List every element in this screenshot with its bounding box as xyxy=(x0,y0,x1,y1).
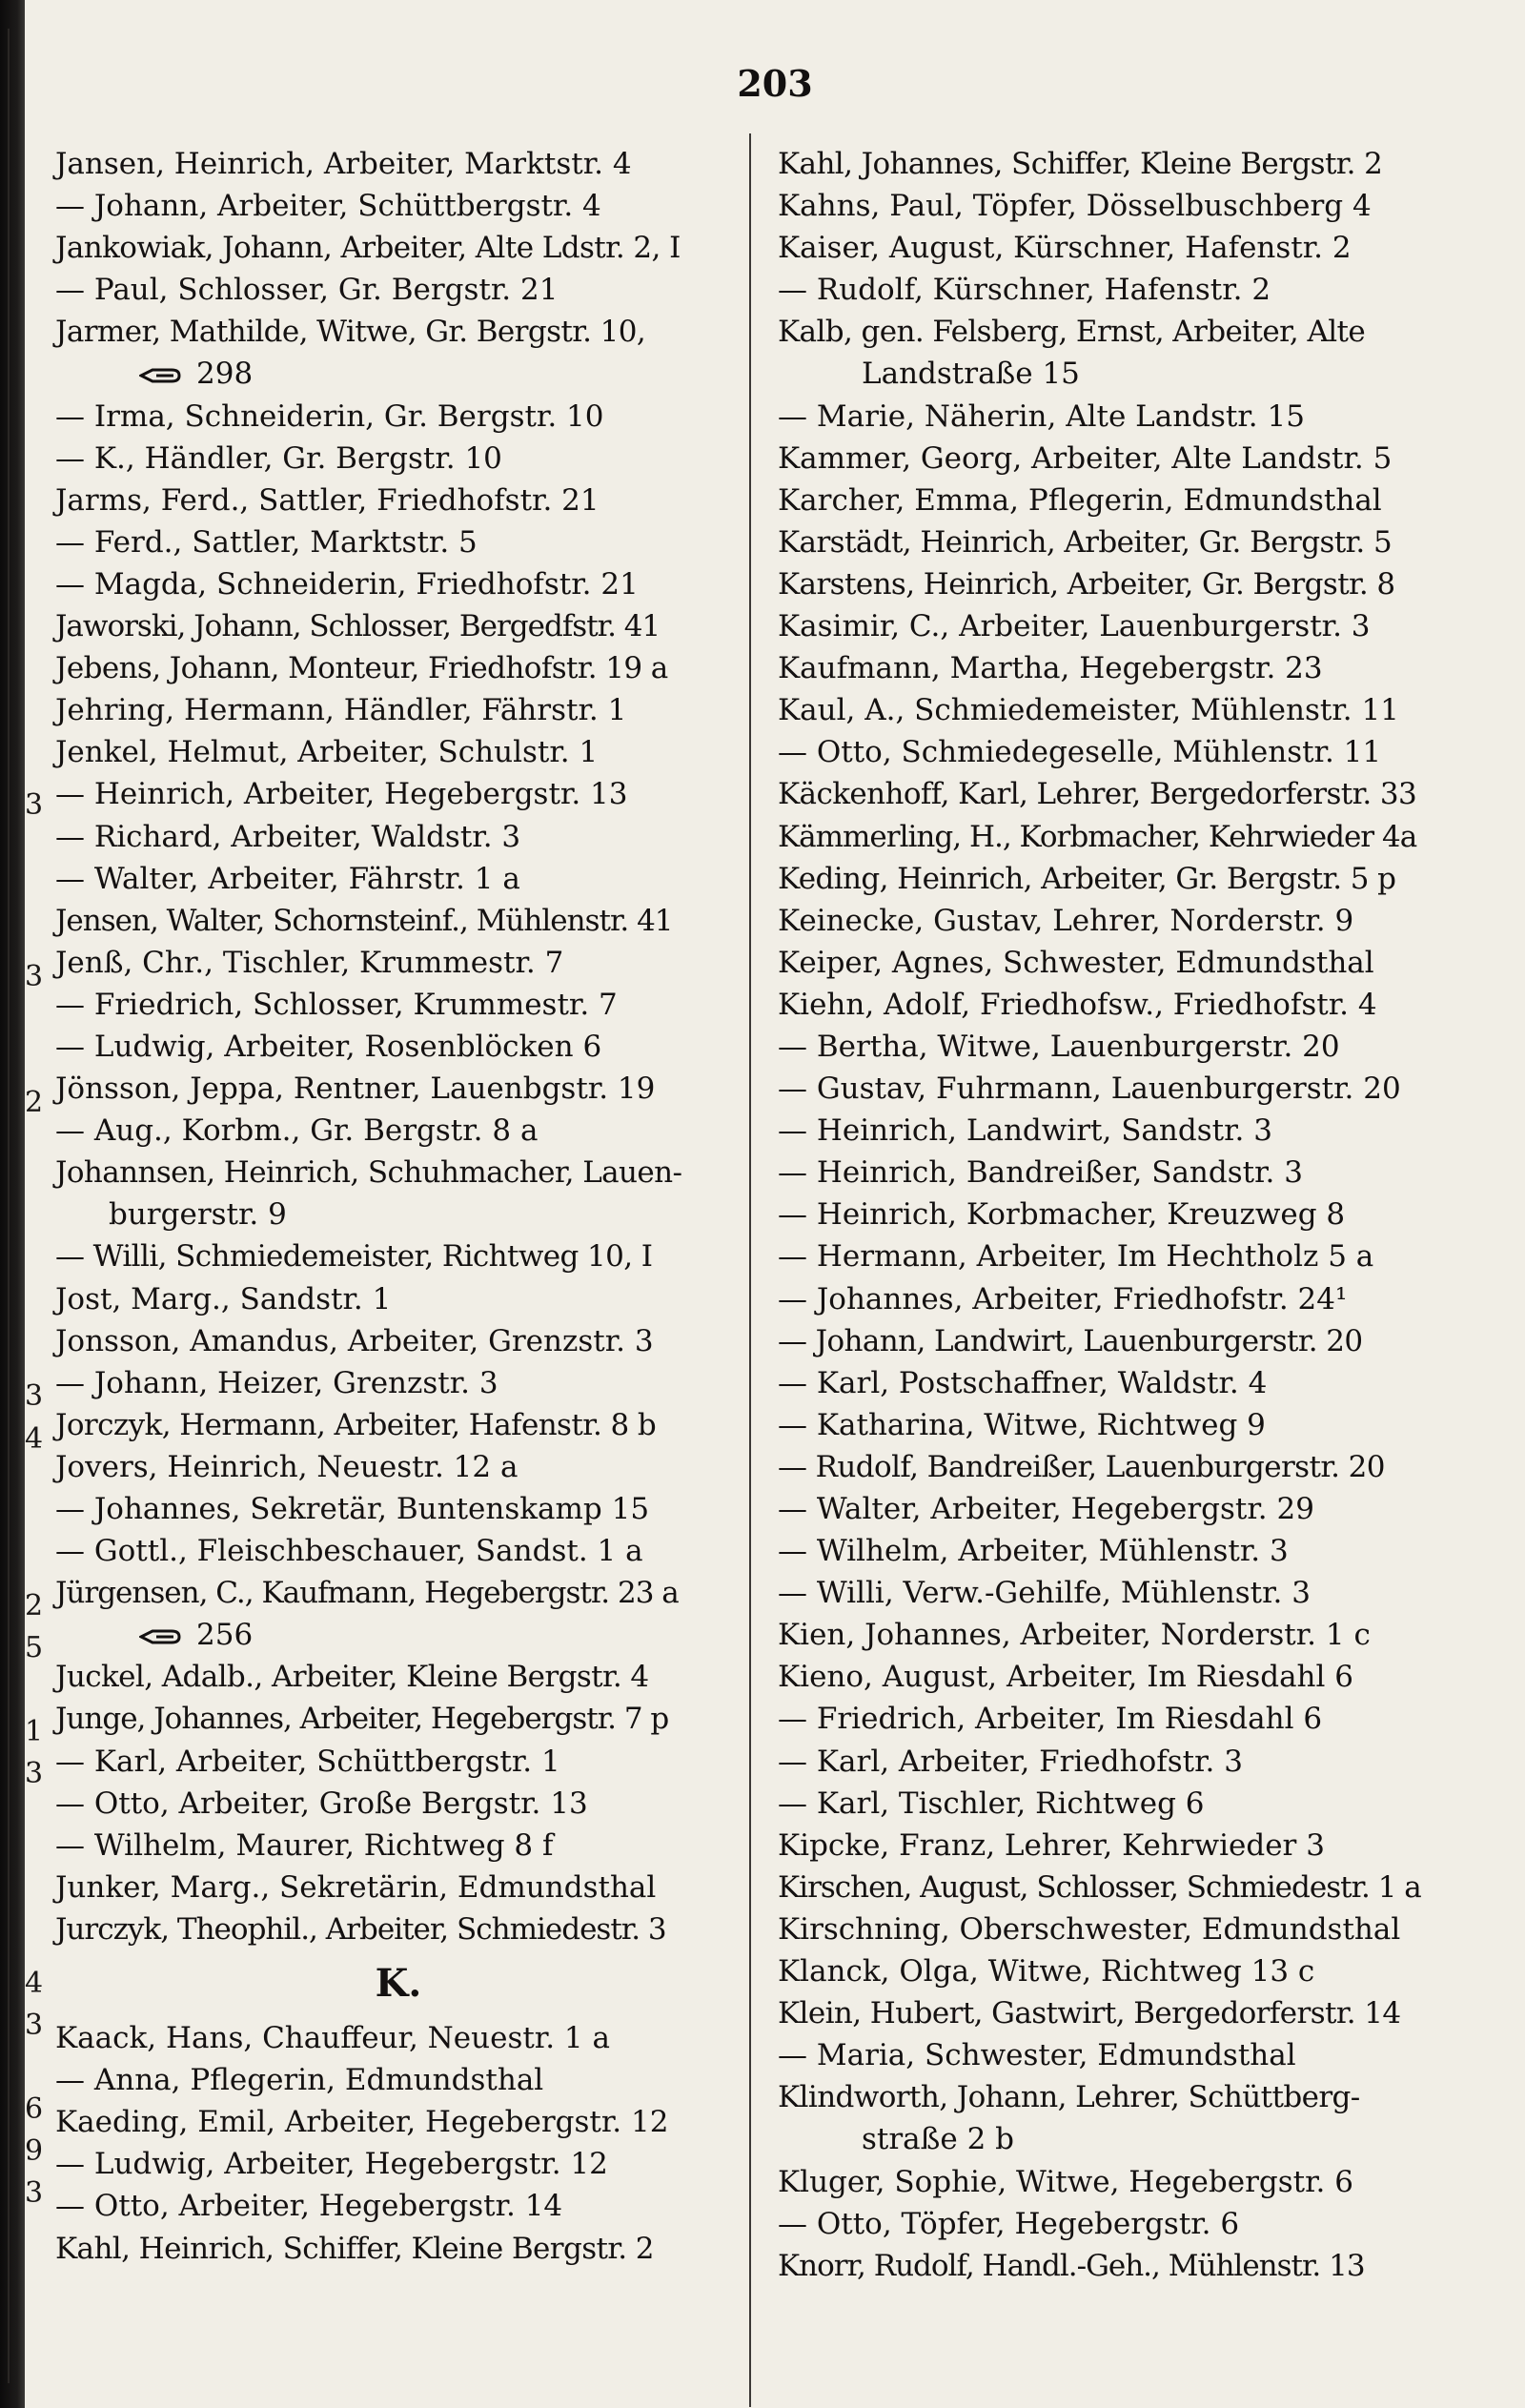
margin-glyph: 3 xyxy=(25,788,44,822)
directory-entry: — Anna, Pflegerin, Edmundsthal xyxy=(55,2063,544,2098)
directory-entry: — Hermann, Arbeiter, Im Hechtholz 5 a xyxy=(778,1239,1374,1275)
directory-entry: — Irma, Schneiderin, Gr. Bergstr. 10 xyxy=(55,398,604,434)
directory-entry: Jost, Marg., Sandstr. 1 xyxy=(55,1281,392,1316)
directory-entry: Klanck, Olga, Witwe, Richtweg 13 c xyxy=(778,1954,1315,1990)
directory-entry: Kaiser, August, Kürschner, Hafenstr. 2 xyxy=(778,231,1352,266)
directory-entry: 256 xyxy=(55,1614,742,1656)
directory-entry: Kirschen, August, Schlosser, Schmiedestr. 1 a xyxy=(778,1869,1421,1905)
directory-entry: Kämmerling, H., Korbmacher, Kehrwieder 4a xyxy=(778,819,1417,854)
directory-entry: Jonsson, Amandus, Arbeiter, Grenzstr. 3 xyxy=(55,1323,654,1358)
directory-entry: — Ludwig, Arbeiter, Hegebergstr. 12 xyxy=(55,2147,608,2182)
directory-entry: Kahns, Paul, Töpfer, Dösselbuschberg 4 xyxy=(778,189,1372,224)
directory-entry: Kaack, Hans, Chauffeur, Neuestr. 1 a xyxy=(55,2021,610,2056)
directory-entry: Jönsson, Jeppa, Rentner, Lauenbgstr. 19 xyxy=(55,1071,656,1107)
left-column xyxy=(55,143,742,2270)
directory-entry: Kasimir, C., Arbeiter, Lauenburgerstr. 3 xyxy=(778,609,1371,644)
directory-entry: — Marie, Näherin, Alte Landstr. 15 xyxy=(778,398,1305,434)
directory-entry: Junge, Johannes, Arbeiter, Hegebergstr. 7 p xyxy=(55,1702,669,1737)
directory-entry: — K., Händler, Gr. Bergstr. 10 xyxy=(55,440,502,476)
directory-entry: — Ludwig, Arbeiter, Rosenblöcken 6 xyxy=(55,1029,602,1064)
directory-entry: Jansen, Heinrich, Arbeiter, Marktstr. 4 xyxy=(55,147,632,181)
directory-entry: — Wilhelm, Arbeiter, Mühlenstr. 3 xyxy=(778,1534,1289,1569)
directory-entry: — Johannes, Sekretär, Buntenskamp 15 xyxy=(55,1492,650,1526)
page-number: 203 xyxy=(737,62,813,105)
directory-entry: Jovers, Heinrich, Neuestr. 12 a xyxy=(55,1449,518,1484)
directory-entry: — Johann, Heizer, Grenzstr. 3 xyxy=(55,1365,498,1400)
directory-entry: Jürgensen, C., Kaufmann, Hegebergstr. 23 a xyxy=(55,1576,679,1611)
directory-entry: Kalb, gen. Felsberg, Ernst, Arbeiter, Alte xyxy=(778,315,1366,350)
directory-entry: Kaufmann, Martha, Hegebergstr. 23 xyxy=(778,651,1323,686)
directory-entry: Jankowiak, Johann, Arbeiter, Alte Ldstr. 2, I xyxy=(55,231,681,266)
directory-entry: Käckenhoff, Karl, Lehrer, Bergedorferstr. 33 xyxy=(778,777,1417,812)
directory-entry: — Karl, Arbeiter, Friedhofstr. 3 xyxy=(778,1744,1243,1779)
directory-entry: Jenkel, Helmut, Arbeiter, Schulstr. 1 xyxy=(55,735,599,770)
directory-entry: Kaul, A., Schmiedemeister, Mühlenstr. 11 xyxy=(778,693,1399,728)
directory-entry: Klindworth, Johann, Lehrer, Schüttberg- xyxy=(778,2080,1360,2115)
directory-entry: — Otto, Töpfer, Hegebergstr. 6 xyxy=(778,2206,1240,2241)
directory-entry: Knorr, Rudolf, Handl.-Geh., Mühlenstr. 13 xyxy=(778,2248,1365,2283)
section-letter: K. xyxy=(375,1961,422,2007)
margin-glyph: 5 xyxy=(25,1631,44,1664)
book-gutter xyxy=(0,0,25,2408)
margin-glyph: 1 xyxy=(25,1715,44,1748)
directory-entry: — Willi, Schmiedemeister, Richtweg 10, I xyxy=(55,1239,653,1275)
margin-glyph: 3 xyxy=(25,1379,44,1413)
margin-glyph: 9 xyxy=(25,2134,44,2168)
column-divider xyxy=(749,133,751,2407)
directory-entry: Kiehn, Adolf, Friedhofsw., Friedhofstr. 4 xyxy=(778,987,1377,1022)
directory-entry: — Bertha, Witwe, Lauenburgerstr. 20 xyxy=(778,1029,1340,1064)
directory-entry: — Heinrich, Bandreißer, Sandstr. 3 xyxy=(778,1155,1303,1191)
directory-entry: Jarmer, Mathilde, Witwe, Gr. Bergstr. 10, xyxy=(55,315,646,350)
directory-entry: — Willi, Verw.-Gehilfe, Mühlenstr. 3 xyxy=(778,1576,1311,1611)
directory-entry: — Heinrich, Korbmacher, Kreuzweg 8 xyxy=(778,1197,1346,1233)
margin-glyph: 6 xyxy=(25,2092,44,2126)
directory-entry: Johannsen, Heinrich, Schuhmacher, Lauen- xyxy=(55,1155,682,1191)
margin-glyph: 4 xyxy=(25,1422,44,1456)
directory-entry: Kammer, Georg, Arbeiter, Alte Landstr. 5 xyxy=(778,440,1393,476)
margin-glyph: 3 xyxy=(25,2009,44,2042)
directory-entry: — Otto, Arbeiter, Hegebergstr. 14 xyxy=(55,2189,563,2224)
directory-entry: — Friedrich, Arbeiter, Im Riesdahl 6 xyxy=(778,1702,1323,1737)
directory-entry: — Wilhelm, Maurer, Richtweg 8 f xyxy=(55,1827,554,1863)
directory-entry: Jaworski, Johann, Schlosser, Bergedfstr. 41 xyxy=(55,609,661,644)
directory-entry: — Heinrich, Arbeiter, Hegebergstr. 13 xyxy=(55,777,628,812)
directory-entry: Jorczyk, Hermann, Arbeiter, Hafenstr. 8 b xyxy=(55,1407,657,1442)
directory-entry: Karstens, Heinrich, Arbeiter, Gr. Bergstr. 8 xyxy=(778,566,1395,602)
directory-entry: straße 2 b xyxy=(862,2122,1014,2157)
directory-entry: — Johannes, Arbeiter, Friedhofstr. 24¹ xyxy=(778,1281,1348,1316)
directory-page xyxy=(25,0,1525,2408)
directory-entry: — Friedrich, Schlosser, Krummestr. 7 xyxy=(55,987,618,1022)
directory-entry: Jenß, Chr., Tischler, Krummestr. 7 xyxy=(55,945,564,980)
directory-entry: — Rudolf, Kürschner, Hafenstr. 2 xyxy=(778,273,1271,308)
directory-entry: Karstädt, Heinrich, Arbeiter, Gr. Bergstr. 5 xyxy=(778,524,1393,560)
directory-entry: Keiper, Agnes, Schwester, Edmundsthal xyxy=(778,945,1374,980)
directory-entry: — Karl, Tischler, Richtweg 6 xyxy=(778,1786,1205,1821)
directory-entry: — Gottl., Fleischbeschauer, Sandst. 1 a xyxy=(55,1534,643,1569)
directory-entry: — Johann, Arbeiter, Schüttbergstr. 4 xyxy=(55,189,601,224)
directory-entry: Juckel, Adalb., Arbeiter, Kleine Bergstr. 4 xyxy=(55,1660,649,1695)
directory-entry: Jebens, Johann, Monteur, Friedhofstr. 19 a xyxy=(55,651,668,686)
directory-entry: — Richard, Arbeiter, Waldstr. 3 xyxy=(55,819,521,854)
directory-entry: Jurczyk, Theophil., Arbeiter, Schmiedestr. 3 xyxy=(55,1911,666,1947)
directory-entry: Kipcke, Franz, Lehrer, Kehrwieder 3 xyxy=(778,1827,1325,1863)
directory-entry: Klein, Hubert, Gastwirt, Bergedorferstr. 14 xyxy=(778,1996,1401,2031)
directory-entry: Kahl, Johannes, Schiffer, Kleine Bergstr. 2 xyxy=(778,147,1383,181)
margin-glyph: 3 xyxy=(25,2176,44,2210)
directory-entry: Kirschning, Oberschwester, Edmundsthal xyxy=(778,1911,1401,1947)
telephone-hand-icon xyxy=(139,1628,181,1645)
margin-glyph: 2 xyxy=(25,1589,44,1622)
directory-entry: Keinecke, Gustav, Lehrer, Norderstr. 9 xyxy=(778,903,1354,938)
directory-entry: — Karl, Arbeiter, Schüttbergstr. 1 xyxy=(55,1744,560,1779)
directory-entry: — Walter, Arbeiter, Fährstr. 1 a xyxy=(55,861,520,896)
directory-entry: Keding, Heinrich, Arbeiter, Gr. Bergstr. 5 p xyxy=(778,861,1396,896)
directory-entry: Jehring, Hermann, Händler, Fährstr. 1 xyxy=(55,693,627,728)
directory-entry: — Paul, Schlosser, Gr. Bergstr. 21 xyxy=(55,273,559,308)
directory-entry: Kien, Johannes, Arbeiter, Norderstr. 1 c xyxy=(778,1618,1371,1653)
directory-entry: Karcher, Emma, Pflegerin, Edmundsthal xyxy=(778,482,1382,518)
directory-entry: Kaeding, Emil, Arbeiter, Hegebergstr. 12 xyxy=(55,2105,669,2140)
directory-entry: 298 xyxy=(55,353,742,395)
directory-entry: — Gustav, Fuhrmann, Lauenburgerstr. 20 xyxy=(778,1071,1401,1107)
directory-entry: — Maria, Schwester, Edmundsthal xyxy=(778,2038,1296,2073)
directory-entry: burgerstr. 9 xyxy=(109,1197,287,1233)
directory-entry: Landstraße 15 xyxy=(862,357,1080,392)
directory-entry: — Aug., Korbm., Gr. Bergstr. 8 a xyxy=(55,1113,539,1149)
directory-entry: — Otto, Schmiedegeselle, Mühlenstr. 11 xyxy=(778,735,1382,770)
gutter-rule xyxy=(8,29,10,2383)
directory-entry: Jarms, Ferd., Sattler, Friedhofstr. 21 xyxy=(55,482,600,518)
margin-glyph: 4 xyxy=(25,1967,44,2000)
margin-glyph: 3 xyxy=(25,1757,44,1790)
directory-entry: — Heinrich, Landwirt, Sandstr. 3 xyxy=(778,1113,1272,1149)
directory-entry: Junker, Marg., Sekretärin, Edmundsthal xyxy=(55,1869,657,1905)
directory-entry: — Magda, Schneiderin, Friedhofstr. 21 xyxy=(55,566,639,602)
margin-glyph: 3 xyxy=(25,960,44,993)
margin-glyph: 2 xyxy=(25,1086,44,1119)
directory-entry: — Walter, Arbeiter, Hegebergstr. 29 xyxy=(778,1492,1314,1526)
directory-entry: — Rudolf, Bandreißer, Lauenburgerstr. 20 xyxy=(778,1449,1385,1484)
directory-entry: Kluger, Sophie, Witwe, Hegebergstr. 6 xyxy=(778,2164,1353,2199)
right-column xyxy=(778,143,1510,2287)
directory-entry: Kahl, Heinrich, Schiffer, Kleine Bergstr. 2 xyxy=(55,2231,654,2266)
directory-entry: — Johann, Landwirt, Lauenburgerstr. 20 xyxy=(778,1323,1363,1358)
directory-entry: — Otto, Arbeiter, Große Bergstr. 13 xyxy=(55,1786,588,1821)
directory-entry: — Ferd., Sattler, Marktstr. 5 xyxy=(55,524,478,560)
telephone-hand-icon xyxy=(139,367,181,384)
directory-entry: — Karl, Postschaffner, Waldstr. 4 xyxy=(778,1365,1268,1400)
directory-entry: Jensen, Walter, Schornsteinf., Mühlenstr. 41 xyxy=(55,903,673,938)
directory-entry: — Katharina, Witwe, Richtweg 9 xyxy=(778,1407,1266,1442)
directory-entry: Kieno, August, Arbeiter, Im Riesdahl 6 xyxy=(778,1660,1354,1695)
